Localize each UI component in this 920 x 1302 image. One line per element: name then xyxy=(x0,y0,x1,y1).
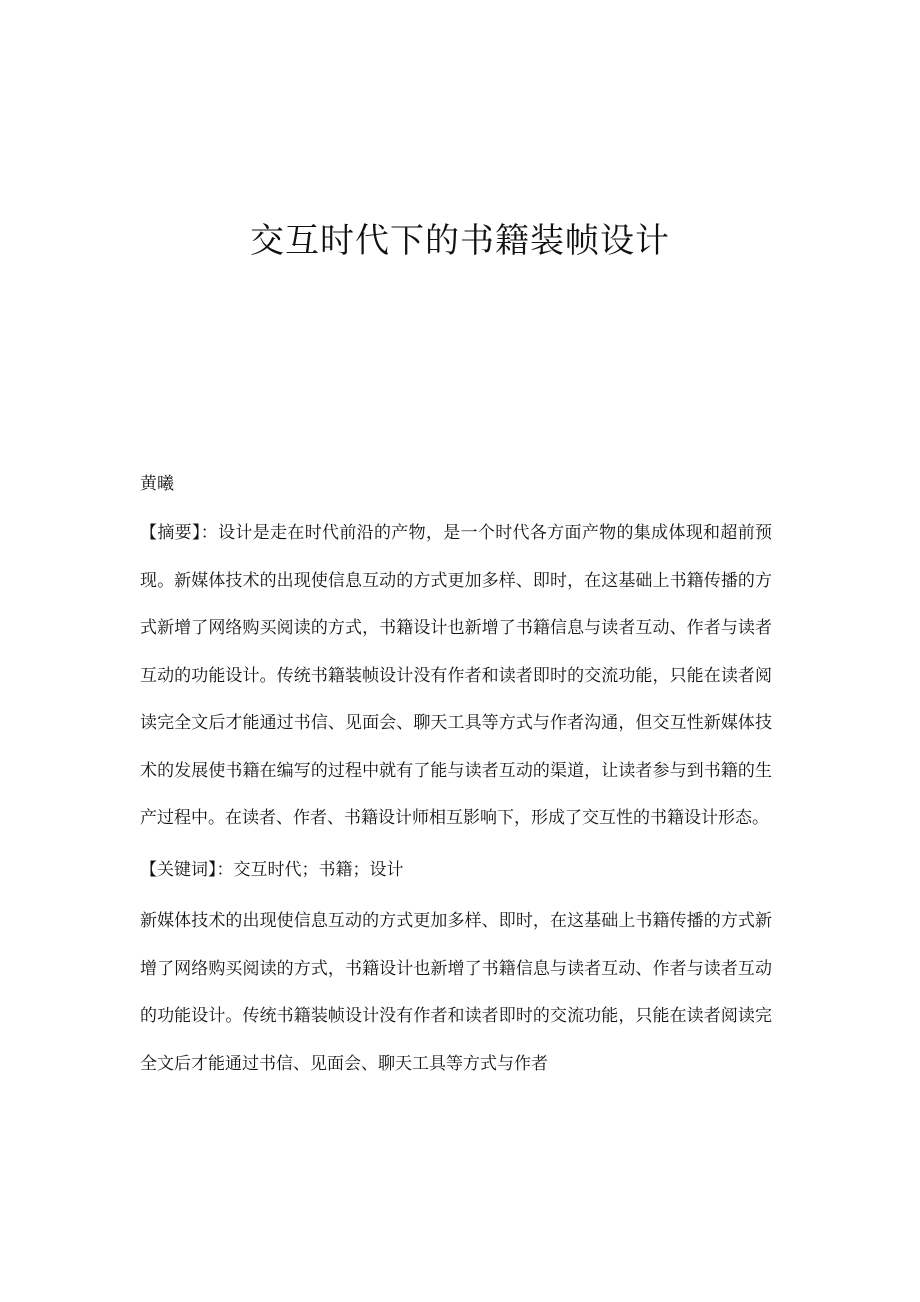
document-content xyxy=(140,462,772,1088)
keywords-label: 【关键词】 xyxy=(140,859,217,880)
body-paragraph: 新媒体技术的出现使信息互动的方式更加多样、即时，在这基础上书籍传播的方式新增了网络购买阅读的方式，书籍设计也新增了书籍信息与读者互动、作者与读者互动的功能设计。传统书籍装帧设计没有作者和读者即时的交流功能，只能在读者阅读完全文后才能通过书信、见面会、聊天工具等方式与作者 xyxy=(140,911,772,1074)
keywords-text: 交互时代；书籍；设计 xyxy=(233,859,404,880)
abstract-separator: ： xyxy=(200,523,219,543)
abstract-text: 设计是走在时代前沿的产物，是一个时代各方面产物的集成体现和超前预现。新媒体技术的出现使信息互动的方式更加多样、即时，在这基础上书籍传播的方式新增了网络购买阅读的方式，书籍设计也新增了书籍信息与读者互动、作者与读者互动的功能设计。传统书籍装帧设计没有作者和读者即时的交流功能，只能在读者阅读完全文后才能通过书信、见面会、聊天工具等方式与作者沟通，但交互性新媒体技术的发展使书籍在编写的过程中就有了能与读者互动的渠道，让读者参与到书籍的生产过程中。在读者、作者、书籍设计师相互影响下，形成了交互性的书籍设计形态。 xyxy=(140,523,773,828)
keywords-separator: ： xyxy=(216,859,234,880)
document-title: 交互时代下的书籍装帧设计 xyxy=(250,221,670,261)
abstract-paragraph xyxy=(140,510,772,843)
author-name: 黄曦 xyxy=(140,474,174,494)
keywords-paragraph xyxy=(140,847,772,895)
abstract-label: 【摘要】 xyxy=(140,523,201,543)
